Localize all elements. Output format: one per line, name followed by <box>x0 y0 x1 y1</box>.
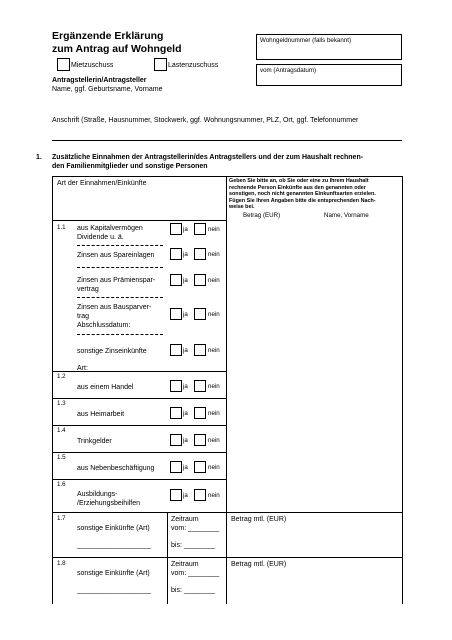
row-separator <box>52 479 226 480</box>
antragsdatum-label: vom (Antragsdatum) <box>260 67 317 74</box>
row-number: 1.8 <box>57 560 66 567</box>
instruction-line: rechnende Person Einkünfte aus den genannten oder <box>229 184 366 191</box>
nein-checkbox[interactable] <box>194 461 206 473</box>
row-separator <box>52 425 226 426</box>
table-divider-vertical <box>226 176 227 604</box>
nein-checkbox[interactable] <box>194 489 206 501</box>
row-separator <box>52 371 226 372</box>
ja-checkbox[interactable] <box>170 274 182 286</box>
vom-field[interactable]: vom: ________ <box>171 570 220 577</box>
wohngeldnummer-field[interactable] <box>256 34 402 60</box>
form-title-line2: zum Antrag auf Wohngeld <box>52 43 182 55</box>
ja-checkbox[interactable] <box>170 380 182 392</box>
art-label: Art: <box>77 365 88 372</box>
nein-checkbox[interactable] <box>194 344 206 356</box>
col-header-name: Name, Vorname <box>324 212 369 219</box>
row-underline <box>77 297 163 298</box>
row-label-line: sonstige Zinseinkünfte <box>77 348 147 355</box>
ja-label: ja <box>183 251 188 258</box>
row-number: 1.7 <box>57 515 66 522</box>
ja-label: ja <box>183 492 188 499</box>
row-label-line: aus Nebenbeschäftigung <box>77 465 155 472</box>
applicant-address-label: Anschrift (Straße, Hausnummer, Stockwerk, ggf. Wohnungsnummer, PLZ, Ort, ggf. Telefonnummer <box>52 117 359 124</box>
section1-number: 1. <box>36 154 42 161</box>
row-underline <box>77 334 163 335</box>
art-blank-line[interactable]: ___________________ <box>77 542 151 549</box>
row-separator <box>52 398 226 399</box>
ja-label: ja <box>183 347 188 354</box>
row-label-line: Abschlussdatum: <box>77 322 131 329</box>
row-label-line: /Erziehungsbeihilfen <box>77 500 141 507</box>
row-label-line: aus einem Handel <box>77 384 134 391</box>
ja-label: ja <box>183 437 188 444</box>
applicant-name-label: Name, ggf. Geburtsname, Vorname <box>52 86 163 93</box>
bis-field[interactable]: bis: ________ <box>171 587 215 594</box>
nein-checkbox[interactable] <box>194 248 206 260</box>
mietzuschuss-label: Mietzuschuss <box>71 62 114 69</box>
ja-checkbox[interactable] <box>170 223 182 235</box>
nein-checkbox[interactable] <box>194 380 206 392</box>
row-label-line: aus Kapitalvermögen <box>77 225 143 232</box>
lastenzuschuss-checkbox[interactable] <box>154 58 167 71</box>
vom-field[interactable]: vom: ________ <box>171 525 220 532</box>
bis-field[interactable]: bis: ________ <box>171 542 215 549</box>
ja-checkbox[interactable] <box>170 434 182 446</box>
ja-label: ja <box>183 277 188 284</box>
mietzuschuss-checkbox[interactable] <box>57 58 70 71</box>
col-header-art: Art der Einnahmen/Einkünfte <box>57 180 147 187</box>
nein-label: nein <box>208 226 220 233</box>
row-separator <box>52 512 403 513</box>
row-number: 1.2 <box>57 373 66 380</box>
nein-label: nein <box>208 347 220 354</box>
art-blank-line[interactable]: ___________________ <box>77 587 151 594</box>
row-underline <box>77 245 163 246</box>
nein-label: nein <box>208 277 220 284</box>
nein-label: nein <box>208 464 220 471</box>
betrag-mtl-label: Betrag mtl. (EUR) <box>231 516 287 523</box>
row-label-line: Ausbildungs- <box>77 491 118 498</box>
row-number: 1.3 <box>57 400 66 407</box>
ja-label: ja <box>183 383 188 390</box>
row-label-line: Zinsen aus Spareinlagen <box>77 252 155 259</box>
ja-checkbox[interactable] <box>170 248 182 260</box>
row-label-line: Dividende u. ä. <box>77 234 124 241</box>
row-underline <box>77 267 163 268</box>
applicant-heading: Antragstellerin/Antragsteller <box>52 77 147 84</box>
ja-checkbox[interactable] <box>170 308 182 320</box>
betrag-mtl-label: Betrag mtl. (EUR) <box>231 561 287 568</box>
ja-checkbox[interactable] <box>170 461 182 473</box>
zeitraum-divider <box>167 512 168 604</box>
row-number: 1.5 <box>57 454 66 461</box>
table-right-border <box>402 176 403 604</box>
nein-checkbox[interactable] <box>194 434 206 446</box>
nein-label: nein <box>208 383 220 390</box>
row-label-line: sonstige Einkünfte (Art) <box>77 570 150 577</box>
instruction-line: Geben Sie bitte an, ob Sie oder eine zu Ihrem Haushalt <box>229 178 369 184</box>
antragsdatum-field[interactable] <box>256 64 402 86</box>
ja-label: ja <box>183 464 188 471</box>
nein-label: nein <box>208 251 220 258</box>
lastenzuschuss-label: Lastenzuschuss <box>168 62 219 69</box>
ja-label: ja <box>183 410 188 417</box>
row-label-line: trag <box>77 313 90 320</box>
instruction-line: weise bei. <box>229 204 255 211</box>
wohngeldnummer-label: Wohngeldnummer (falls bekannt) <box>260 37 352 44</box>
row-separator <box>52 557 403 558</box>
instruction-text <box>229 178 376 211</box>
zeitraum-label: Zeitraum <box>171 516 199 523</box>
ja-checkbox[interactable] <box>170 407 182 419</box>
ja-checkbox[interactable] <box>170 344 182 356</box>
nein-label: nein <box>208 311 220 318</box>
table-header-bottom-left <box>52 220 226 221</box>
table-left-border <box>52 176 53 604</box>
section1-heading-line2: den Familienmitglieder und sonstige Personen <box>52 163 208 170</box>
ja-label: ja <box>183 226 188 233</box>
zeitraum-label: Zeitraum <box>171 561 199 568</box>
table-top-border <box>52 176 403 177</box>
instruction-line: sonstigen, noch nicht genannten Einkunftsarten erzielen. <box>229 191 376 198</box>
nein-checkbox[interactable] <box>194 308 206 320</box>
ja-checkbox[interactable] <box>170 489 182 501</box>
col-header-betrag: Betrag (EUR) <box>243 212 281 219</box>
ja-label: ja <box>183 311 188 318</box>
row-label-line: Zinsen aus Prämienspar- <box>77 277 156 284</box>
nein-label: nein <box>208 492 220 499</box>
form-title-line1: Ergänzende Erklärung <box>52 30 164 42</box>
row-label-line: Zinsen aus Bausparver- <box>77 304 152 311</box>
nein-checkbox[interactable] <box>194 223 206 235</box>
nein-label: nein <box>208 437 220 444</box>
row-number: 1.1 <box>57 224 66 231</box>
row-label-line: aus Heimarbeit <box>77 411 125 418</box>
address-line[interactable] <box>52 140 402 141</box>
row-number: 1.6 <box>57 481 66 488</box>
row-separator <box>52 452 226 453</box>
nein-checkbox[interactable] <box>194 407 206 419</box>
row-number: 1.4 <box>57 427 66 434</box>
nein-label: nein <box>208 410 220 417</box>
row-label-line: vertrag <box>77 286 99 293</box>
section1-heading-line1: Zusätzliche Einnahmen der Antragstellerin/des Antragstellers und der zum Haushalt rechnen- <box>52 154 364 161</box>
row-label-line: sonstige Einkünfte (Art) <box>77 525 150 532</box>
nein-checkbox[interactable] <box>194 274 206 286</box>
instruction-line: Fügen Sie Ihren Angaben bitte die entsprechenden Nach- <box>229 197 376 204</box>
row-label-line: Trinkgelder <box>77 438 112 445</box>
